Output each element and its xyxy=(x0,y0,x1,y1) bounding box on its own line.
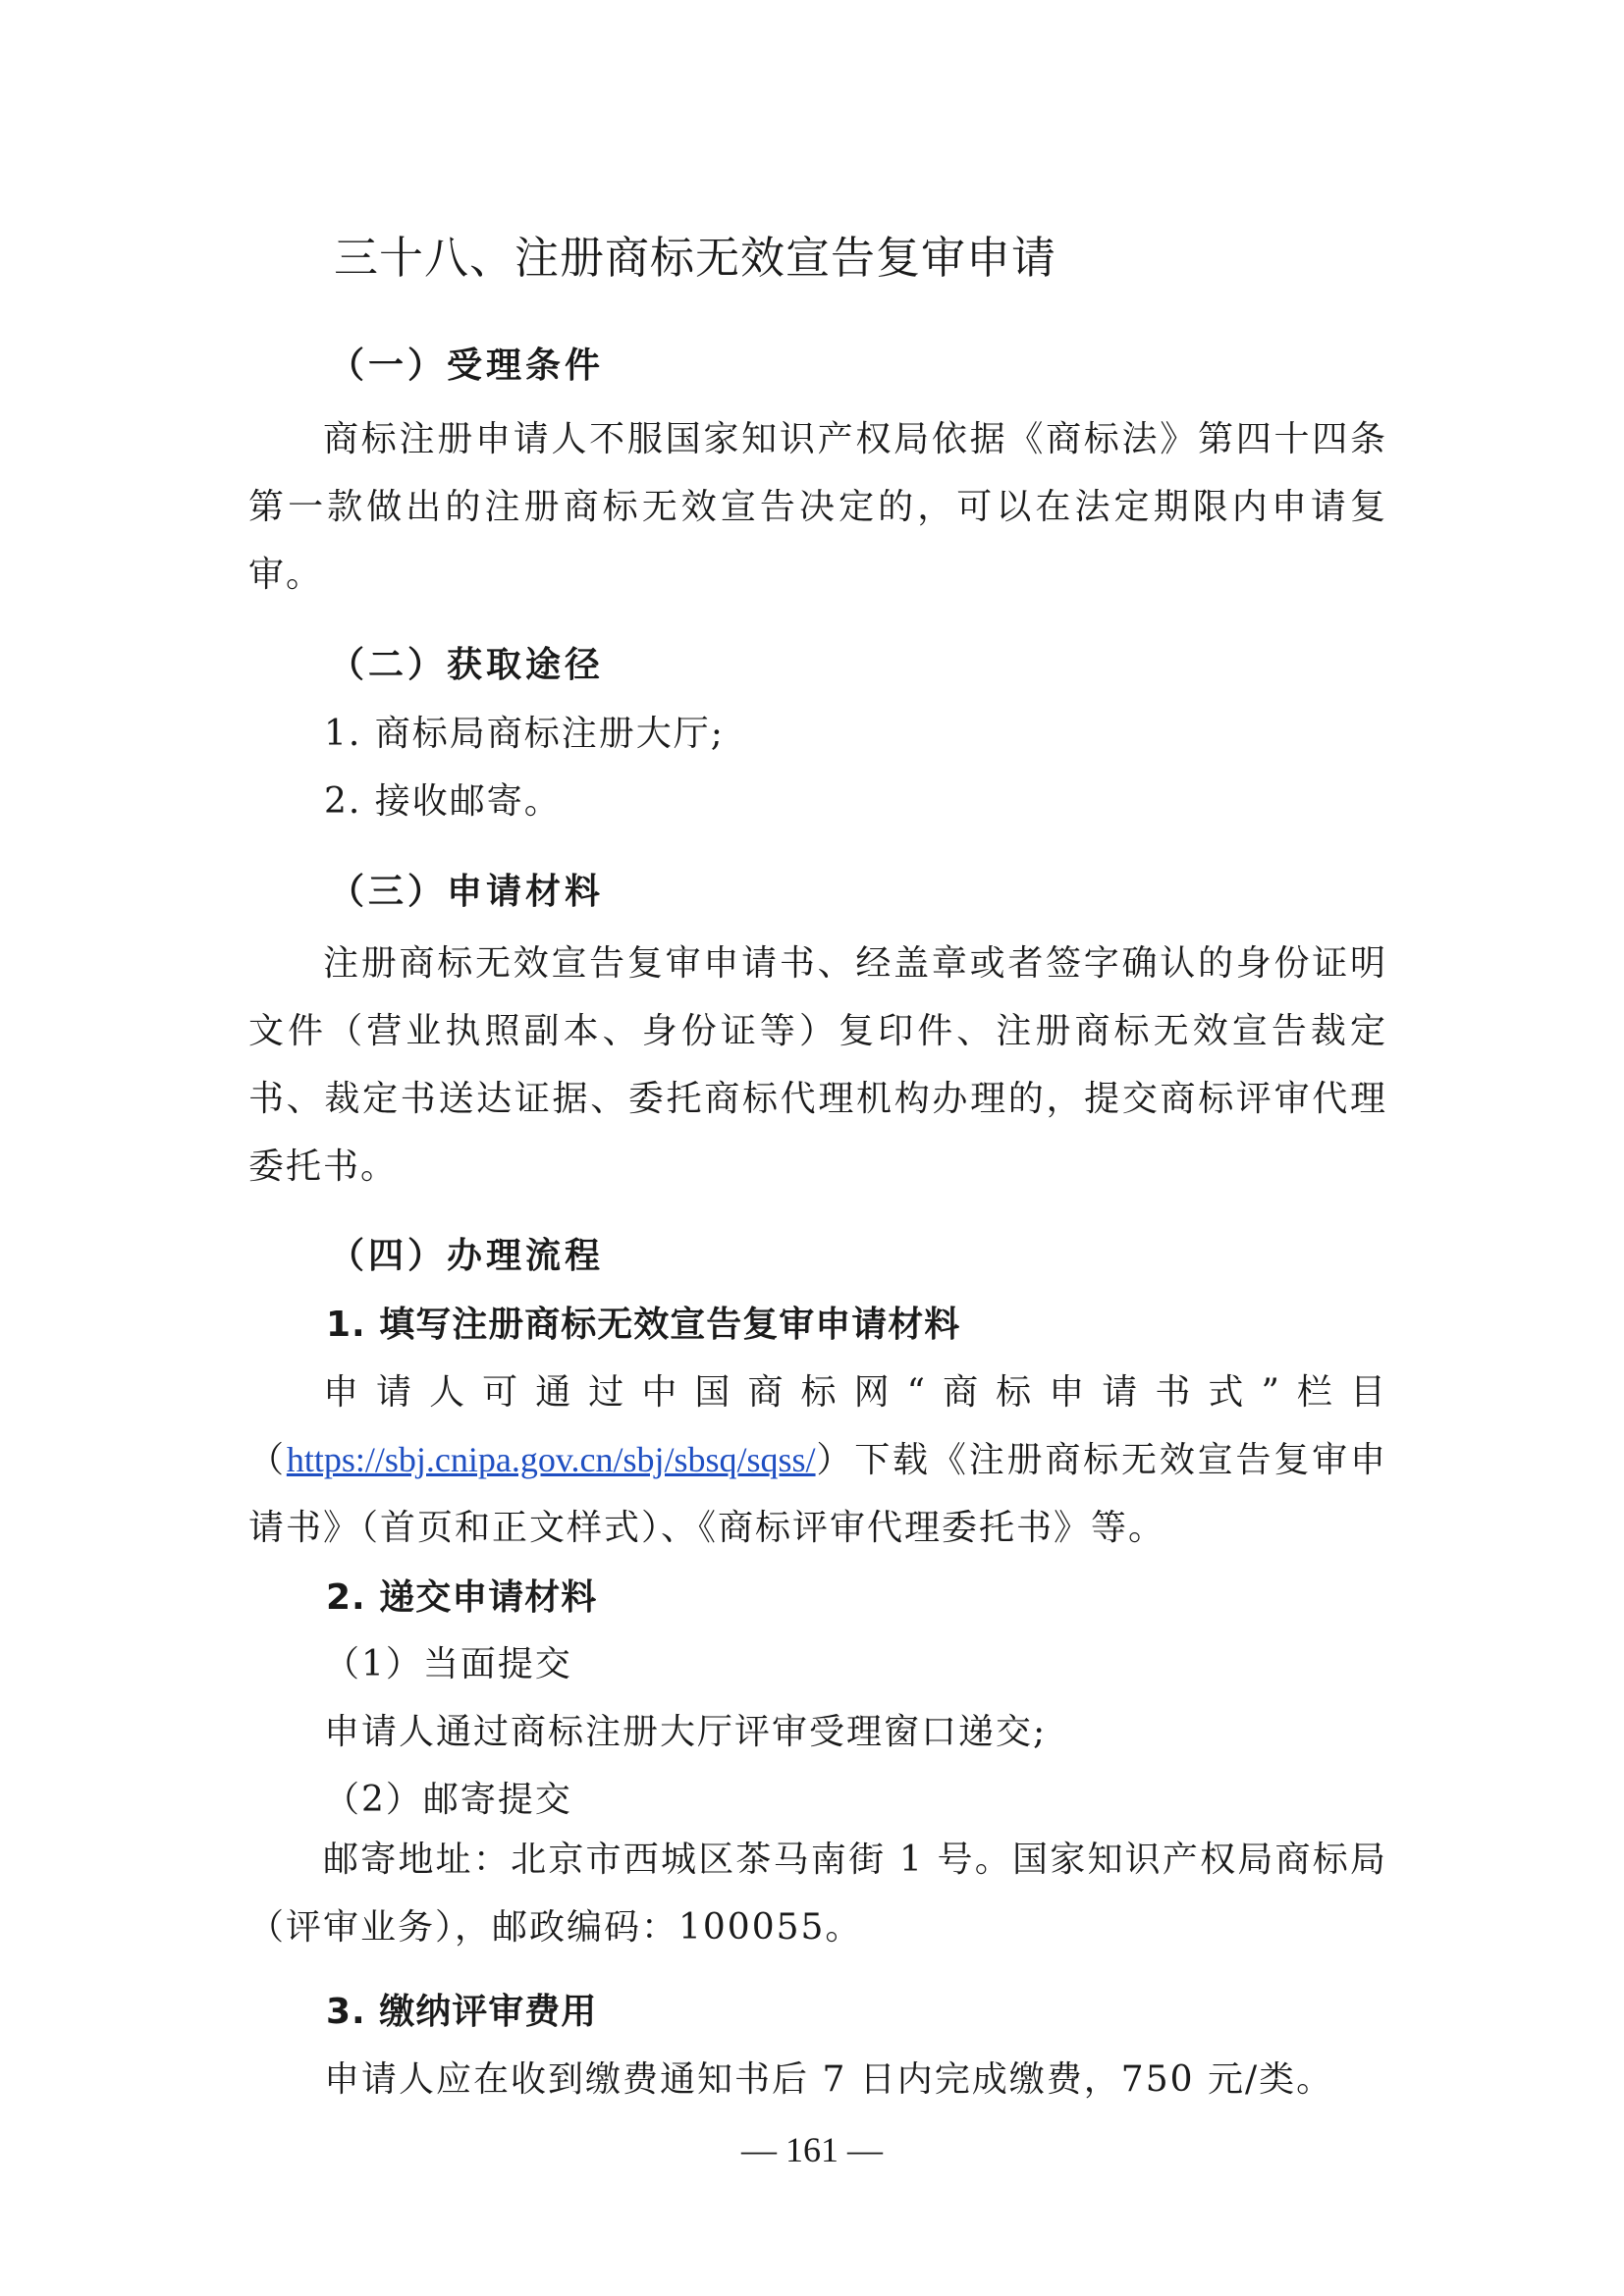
step-3-text: 申请人应在收到缴费通知书后 7 日内完成缴费，750 元/类。 xyxy=(324,2059,1334,2100)
step-2-heading: 2. 递交申请材料 xyxy=(326,1577,598,1618)
application-forms-link[interactable]: https://sbj.cnipa.gov.cn/sbj/sbsq/sqss/ xyxy=(286,1440,816,1479)
acceptance-conditions-paragraph: 商标注册申请人不服国家知识产权局依据《商标法》第四十四条第一款做出的注册商标无效宣告决定的，可以在法定期限内申请复审。 xyxy=(248,419,1387,595)
step-2-sub2-text: 邮寄地址：北京市西城区茶马南街 1 号。国家知识产权局商标局（评审业务），邮政编码：100055。 xyxy=(248,1840,1387,1948)
step-3-heading: 3. 缴纳评审费用 xyxy=(326,1992,598,2032)
step-2-sub1-label: （1）当面提交 xyxy=(324,1644,572,1684)
step-1-text-before: 申请人可通过中国商标网“商标申请书式”栏目（ xyxy=(248,1372,1387,1480)
section-heading-application-materials: （三）申请材料 xyxy=(329,872,605,912)
application-materials-paragraph: 注册商标无效宣告复审申请书、经盖章或者签字确认的身份证明文件（营业执照副本、身份证等）复印件、注册商标无效宣告裁定书、裁定书送达证据、委托商标代理机构办理的，提交商标评审代理委托书。 xyxy=(248,943,1387,1187)
step-1-heading: 1. 填写注册商标无效宣告复审申请材料 xyxy=(326,1305,961,1345)
page-number: — 161 — xyxy=(741,2130,883,2169)
step-1-text-after: ）下载《注册商标无效宣告复审申请书》（首页和正文样式）、《商标评审代理委托书》等。 xyxy=(248,1440,1387,1548)
access-channel-item-2: 2. 接收邮寄。 xyxy=(324,781,562,822)
page-title: 三十八、注册商标无效宣告复审申请 xyxy=(334,232,1057,284)
access-channel-item-1: 1. 商标局商标注册大厅; xyxy=(324,714,725,754)
step-2-sub1-text: 申请人通过商标注册大厅评审受理窗口递交; xyxy=(324,1712,1048,1752)
section-heading-access-channels: （二）获取途径 xyxy=(329,645,605,685)
step-2-sub2-label: （2）邮寄提交 xyxy=(324,1780,572,1820)
step-1-paragraph xyxy=(248,1359,1387,1562)
section-heading-acceptance-conditions: （一）受理条件 xyxy=(329,346,605,386)
section-heading-procedure: （四）办理流程 xyxy=(329,1236,605,1276)
